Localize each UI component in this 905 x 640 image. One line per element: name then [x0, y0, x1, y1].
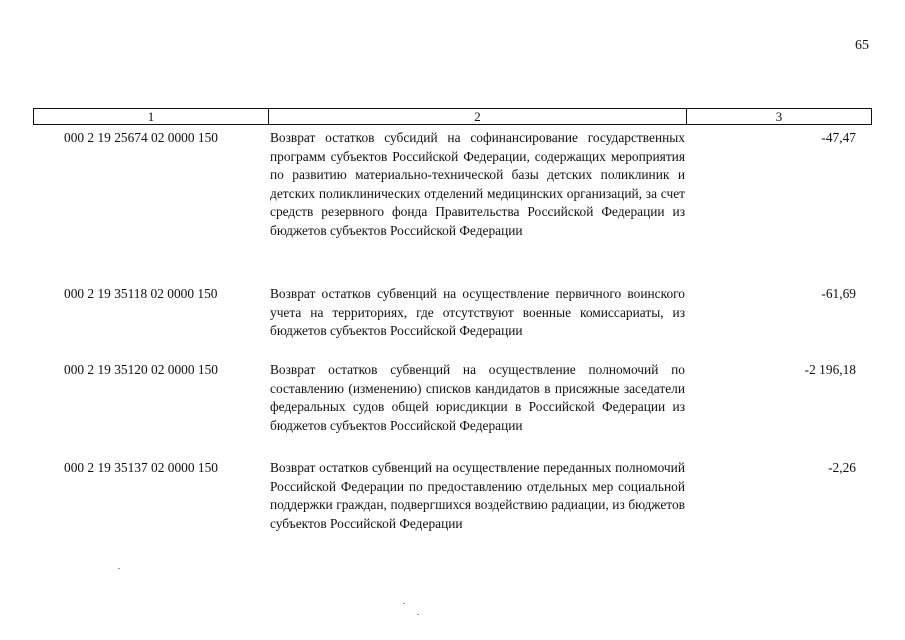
- row-description: Возврат остатков субсидий на софинансирование государственных программ субъектов Российской Федерации, содержащих мероприятия по развитию материально-технической базы детских поликлиник и детских поликлинических отделений медицинских организаций, за счет средств резервного фонда Правительства Российской Федерации из бюджетов субъектов Российской Федерации: [270, 130, 685, 238]
- scan-speck: [403, 603, 405, 604]
- budget-code: 000 2 19 35120 02 0000 150: [64, 362, 218, 377]
- row-description: Возврат остатков субвенций на осуществление полномочий по составлению (изменению) списков кандидатов в присяжные заседатели федеральных судов общей юрисдикции в Российской Федерации из бюджетов субъектов Российской Федерации: [270, 362, 685, 433]
- budget-code: 000 2 19 35137 02 0000 150: [64, 460, 218, 475]
- row-amount: -2 196,18: [804, 362, 856, 377]
- row-description: Возврат остатков субвенций на осуществление первичного воинского учета на территориях, где отсутствуют военные комиссариаты, из бюджетов субъектов Российской Федерации: [270, 286, 685, 339]
- header-col-1: 1: [34, 109, 269, 124]
- row-amount: -47,47: [821, 130, 856, 145]
- row-amount: -2,26: [828, 460, 856, 475]
- header-col-2: 2: [269, 109, 687, 124]
- row-amount: -61,69: [821, 286, 856, 301]
- table-header: [33, 108, 872, 125]
- table-row: [33, 459, 872, 554]
- table-row: [33, 361, 872, 456]
- header-col-3: 3: [775, 109, 783, 124]
- table-row: [33, 129, 872, 259]
- table-row: [33, 285, 872, 345]
- budget-code: 000 2 19 25674 02 0000 150: [64, 130, 218, 145]
- budget-code: 000 2 19 35118 02 0000 150: [64, 286, 218, 301]
- scan-speck: [118, 568, 120, 569]
- page-number: 65: [855, 38, 869, 53]
- row-description: Возврат остатков субвенций на осуществление переданных полномочий Российской Федерации по предоставлению отдельных мер социальной поддержки граждан, подвергшихся воздействию радиации, из бюджетов субъектов Российской Федерации: [270, 460, 685, 531]
- scan-speck: [417, 614, 419, 615]
